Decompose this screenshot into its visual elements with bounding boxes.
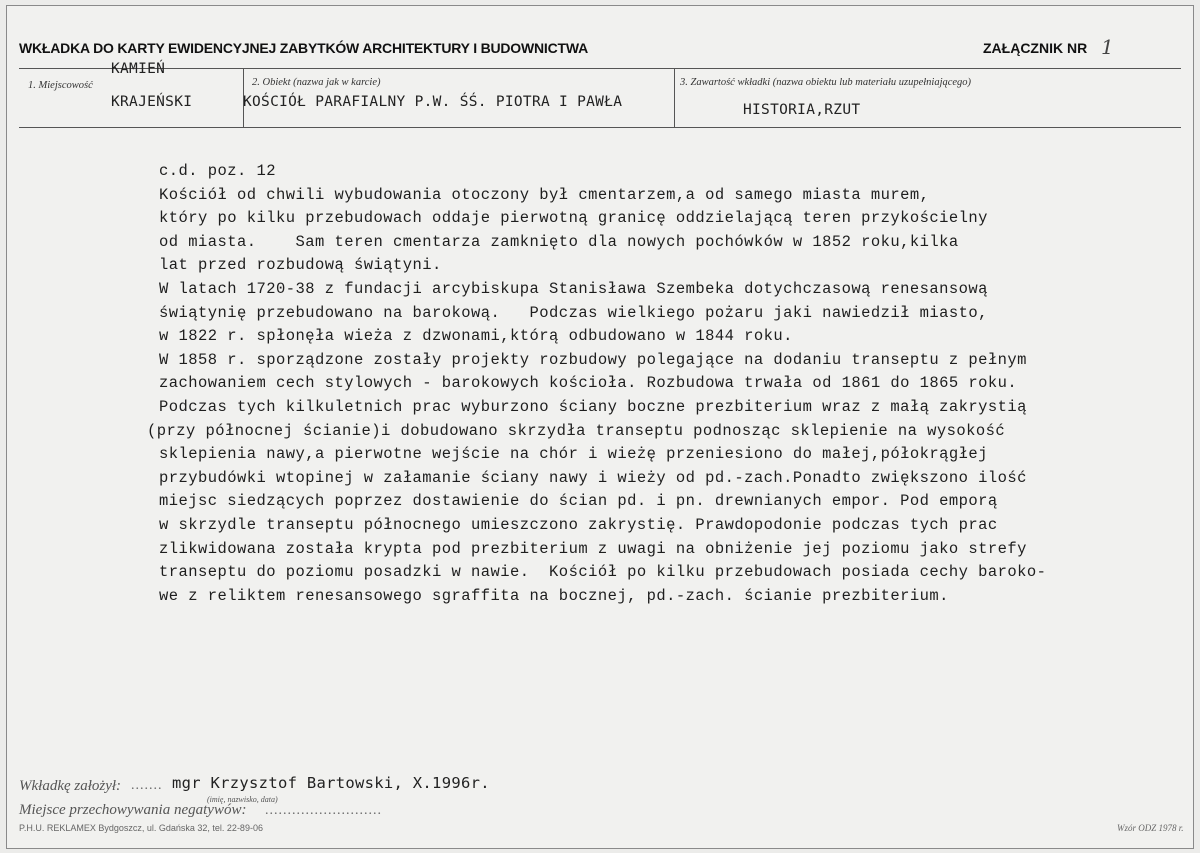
text-line: od miasta. Sam teren cmentarza zamknięto dla nowych pochówków w 1852 roku,kilka: [159, 232, 959, 251]
text-line: w 1822 r. spłonęła wieża z dzwonami,którą odbudowano w 1844 roku.: [159, 327, 793, 346]
header-divider-top: [19, 68, 1181, 69]
location-label: 1. Miejscowość: [28, 80, 93, 91]
text-line: miejsc siedzących poprzez dostawienie do ścian pd. i pn. drewnianych empor. Pod emporą: [159, 492, 998, 511]
author-label: Wkładkę założył:: [19, 778, 122, 794]
text-line: przybudówki wtopinej w załamanie ściany nawy i wieży od pd.-zach.Ponadto zwiększono ilość: [159, 468, 1027, 487]
field-divider-2: [674, 68, 675, 127]
author-hint: (imię, nazwisko, data): [207, 795, 278, 804]
text-line: który po kilku przebudowach oddaje pierwotną granicę oddzielającą teren przykościelny: [159, 209, 988, 228]
text-line: Podczas tych kilkuletnich prac wyburzono ściany boczne prezbiterium wraz z małą zakrystią: [159, 397, 1027, 416]
text-line: w skrzydle transeptu północnego umieszczono zakrystię. Prawdopodonie podczas tych prac: [159, 515, 998, 534]
author-value: mgr Krzysztof Bartowski, X.1996r.: [172, 774, 490, 792]
text-line: c.d. poz. 12: [159, 162, 277, 180]
object-value: KOŚCIÓŁ PARAFIALNY P.W. ŚŚ. PIOTRA I PAWŁA: [243, 94, 623, 110]
location-value-line1: KAMIEŃ: [111, 61, 166, 77]
history-text: [147, 160, 1147, 608]
text-line: transeptu do poziomu posadzki w nawie. Kościół po kilku przebudowach posiada cechy baroko-: [159, 563, 1047, 582]
text-line: W 1858 r. sporządzone zostały projekty rozbudowy polegające na dodaniu transeptu z pełnym: [159, 350, 1027, 369]
object-label: 2. Obiekt (nazwa jak w karcie): [252, 77, 381, 88]
text-line: lat przed rozbudową świątyni.: [159, 256, 442, 275]
text-line: we z reliktem renesansowego sgraffita na bocznej, pd.-zach. ścianie prezbiterium.: [159, 586, 949, 605]
text-line: Kościół od chwili wybudowania otoczony był cmentarzem,a od samego miasta murem,: [159, 185, 930, 204]
attachment-label: ZAŁĄCZNIK NR: [983, 40, 1088, 56]
text-line: W latach 1720-38 z fundacji arcybiskupa Stanisława Szembeka dotychczasową renesansową: [159, 279, 988, 298]
text-line: świątynię przebudowano na barokową. Podczas wielkiego pożaru jaki nawiedził miasto,: [159, 303, 988, 322]
text-line: (przy północnej ścianie)i dobudowano skrzydła transeptu podnosząc sklepienie na wysokość: [147, 421, 1006, 440]
text-line: zachowaniem cech stylowych - barokowych kościoła. Rozbudowa trwała od 1861 do 1865 roku.: [159, 374, 1018, 393]
content-label: 3. Zawartość wkładki (nazwa obiektu lub materiału uzupełniającego): [680, 77, 972, 88]
printer-info: P.H.U. REKLAMEX Bydgoszcz, ul. Gdańska 32, tel. 22-89-06: [19, 823, 263, 833]
form-title: WKŁADKA DO KARTY EWIDENCYJNEJ ZABYTKÓW ARCHITEKTURY I BUDOWNICTWA: [19, 40, 589, 56]
text-line: zlikwidowana została krypta pod prezbiterium z uwagi na obniżenie jej poziomu jako strefy: [159, 539, 1027, 558]
header-divider-bottom: [19, 127, 1181, 128]
author-dots: .......: [131, 778, 163, 793]
form-code: Wzór ODZ 1978 r.: [1117, 823, 1184, 833]
text-line: sklepienia nawy,a pierwotne wejście na chór i wieżę przeniesiono do małej,półokrągłej: [159, 445, 988, 464]
storage-dots: ..........................: [265, 803, 382, 818]
location-value-line2: KRAJEŃSKI: [111, 94, 193, 110]
attachment-number: 1: [1101, 35, 1114, 59]
storage-label: Miejsce przechowywania negatywów:: [19, 802, 247, 818]
content-value: HISTORIA,RZUT: [743, 102, 861, 118]
